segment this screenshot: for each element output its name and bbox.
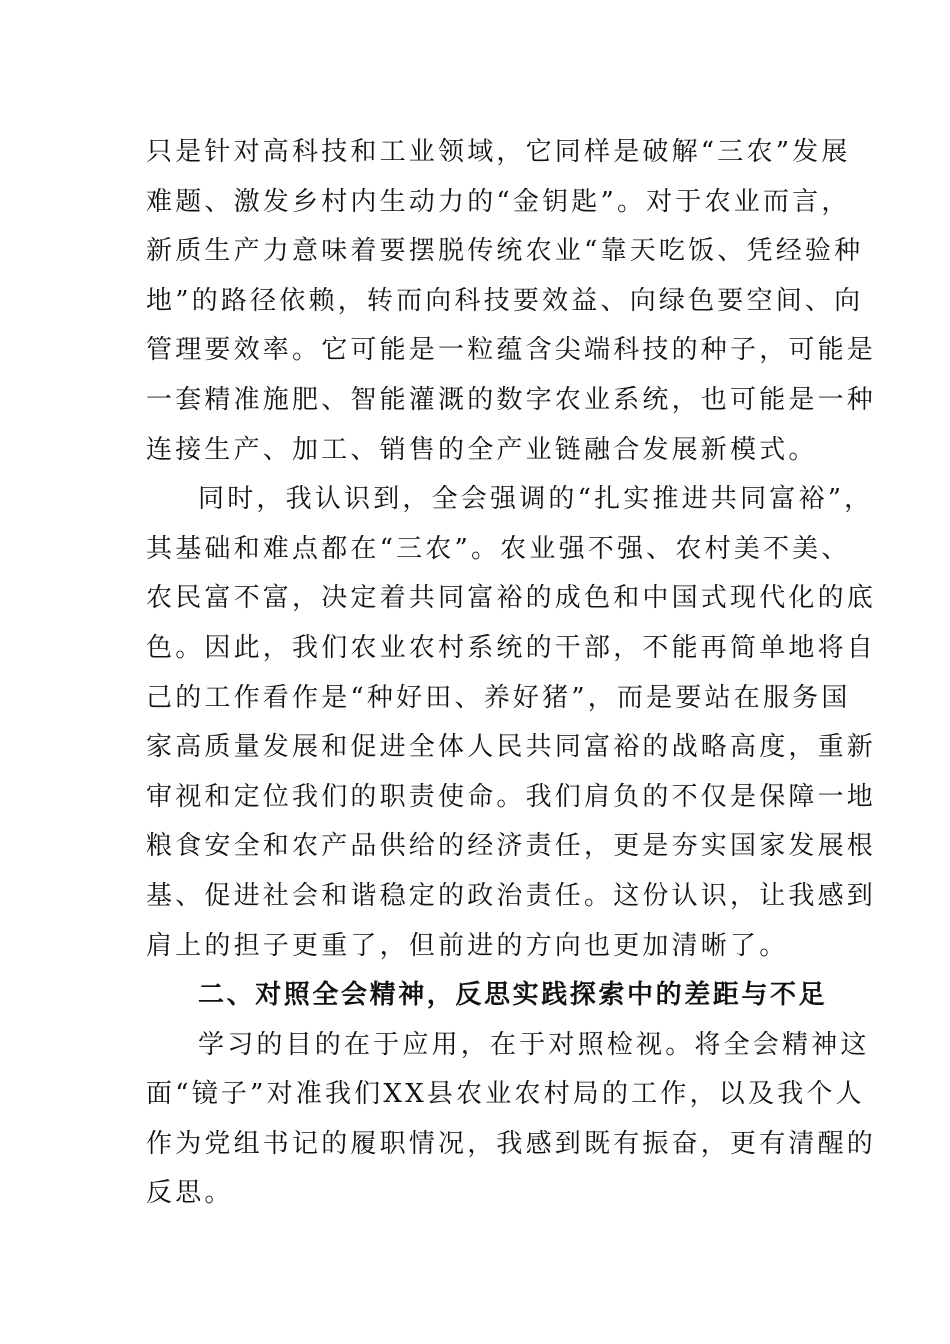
text-line: 色。因此，我们农业农村系统的干部，不能再简单地将自 <box>146 632 877 663</box>
text-line: 己的工作看作是“种好田、养好猪”，而是要站在服务国 <box>146 682 851 713</box>
text-line: 审视和定位我们的职责使命。我们肩负的不仅是保障一地 <box>146 781 877 812</box>
text-line: 其基础和难点都在“三农”。农业强不强、农村美不美、 <box>146 533 851 564</box>
text-line: 基、促进社会和谐稳定的政治责任。这份认识，让我感到 <box>146 880 877 911</box>
text-line: 难题、激发乡村内生动力的“金钥匙”。对于农业而言， <box>146 186 851 217</box>
text-line: 肩上的担子更重了，但前进的方向也更加清晰了。 <box>146 930 789 961</box>
text-line: 只是针对高科技和工业领域，它同样是破解“三农”发展 <box>146 137 851 167</box>
text-line: 反思。 <box>146 1178 234 1209</box>
text-line: 面“镜子”对准我们XX县农业农村局的工作，以及我个人 <box>146 1079 865 1110</box>
text-line: 管理要效率。它可能是一粒蕴含尖端科技的种子，可能是 <box>146 335 877 366</box>
paragraph-start-line: 同时，我认识到，全会强调的“扎实推进共同富裕”， <box>198 484 874 515</box>
text-line: 地”的路径依赖，转而向科技要效益、向绿色要空间、向 <box>146 285 864 316</box>
text-line: 家高质量发展和促进全体人民共同富裕的战略高度，重新 <box>146 732 877 763</box>
text-line: 新质生产力意味着要摆脱传统农业“靠天吃饭、凭经验种 <box>146 236 864 267</box>
section-heading: 二、对照全会精神，反思实践探索中的差距与不足 <box>198 980 828 1011</box>
document-body <box>146 128 877 1219</box>
paragraph-start-line: 学习的目的在于应用，在于对照检视。将全会精神这 <box>198 1029 870 1060</box>
text-line: 农民富不富，决定着共同富裕的成色和中国式现代化的底 <box>146 583 877 614</box>
text-line: 一套精准施肥、智能灌溉的数字农业系统，也可能是一种 <box>146 384 877 415</box>
text-line: 作为党组书记的履职情况，我感到既有振奋，更有清醒的 <box>146 1128 877 1159</box>
text-line: 粮食安全和农产品供给的经济责任，更是夯实国家发展根 <box>146 831 877 862</box>
text-line: 连接生产、加工、销售的全产业链融合发展新模式。 <box>146 434 818 465</box>
